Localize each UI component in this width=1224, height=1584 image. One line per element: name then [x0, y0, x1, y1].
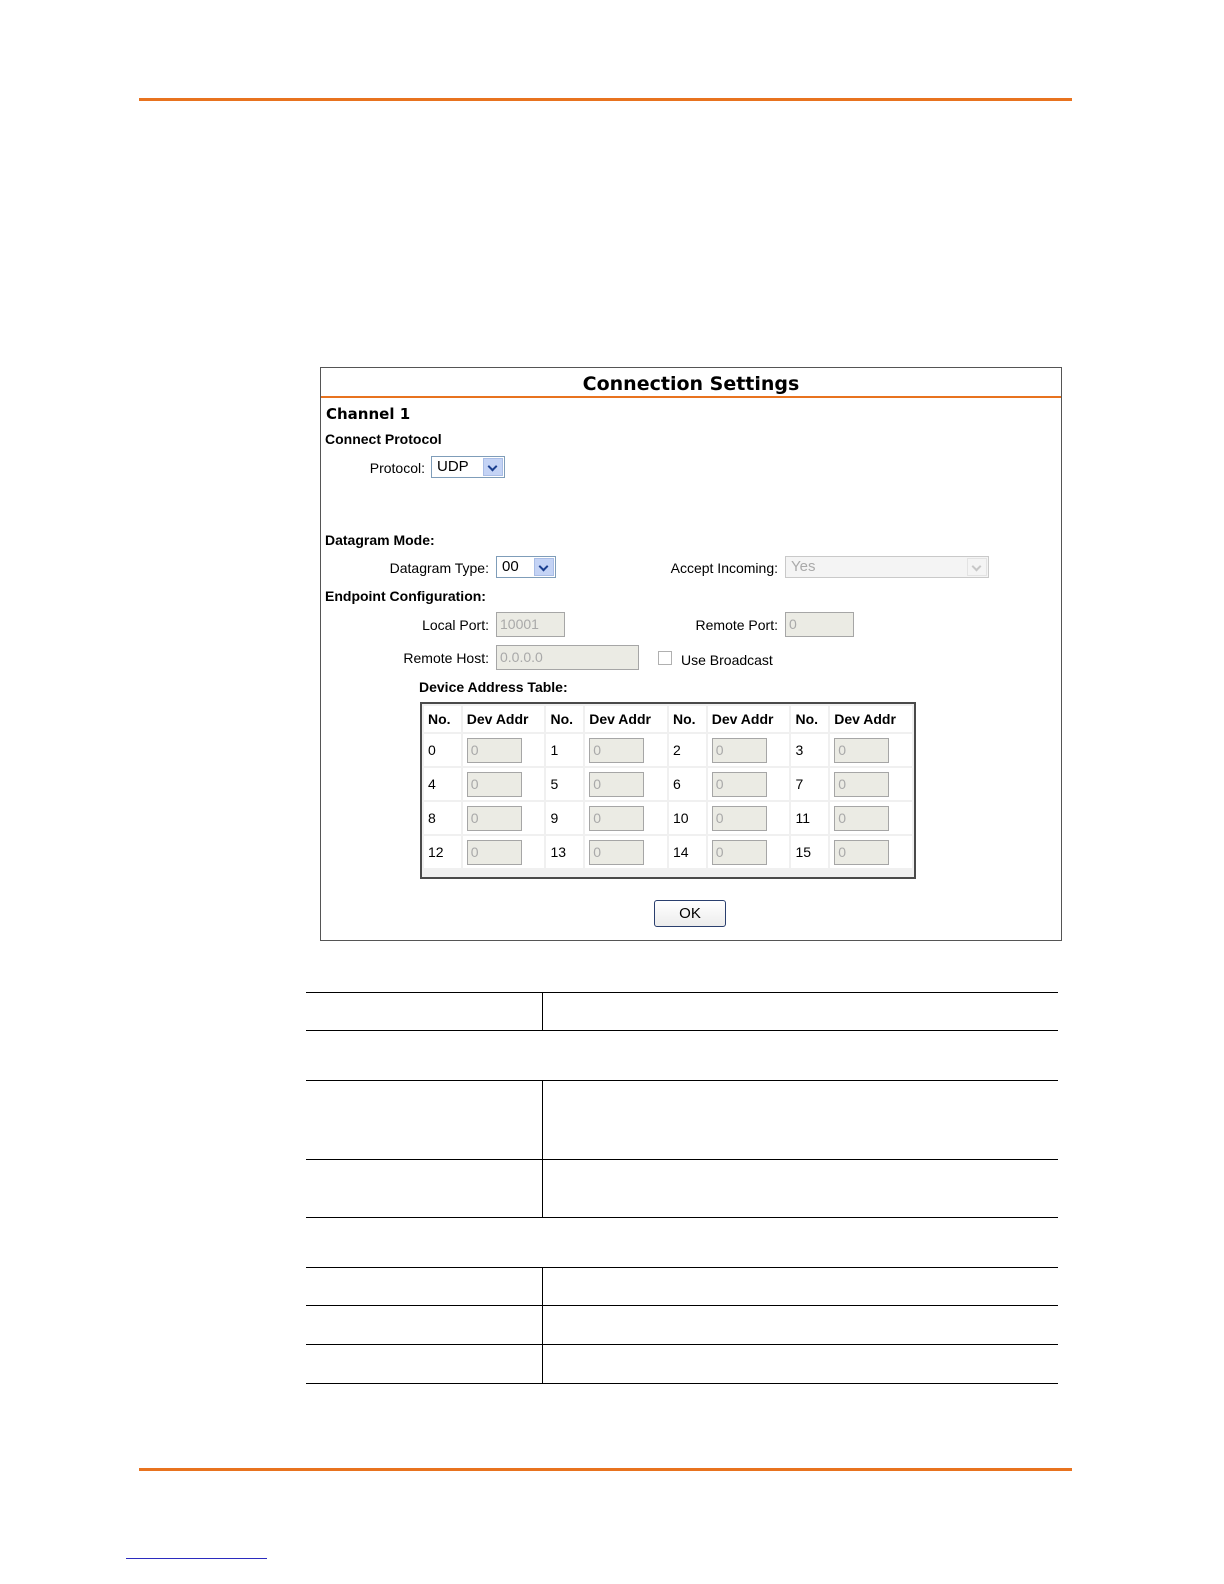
footer-link-underline[interactable] [126, 1558, 267, 1559]
device-number: 5 [546, 768, 583, 800]
datagram-type-select[interactable] [496, 556, 556, 578]
panel-title-rule [321, 396, 1061, 398]
dev-addr-cell [463, 734, 545, 766]
protocol-select[interactable] [431, 456, 505, 478]
device-number: 7 [791, 768, 828, 800]
column-header: Dev Addr [463, 706, 545, 732]
connection-settings-panel [320, 367, 1062, 941]
table-rule [306, 1267, 1058, 1268]
datagram-mode-heading: Datagram Mode: [325, 532, 435, 548]
column-header: No. [791, 706, 828, 732]
device-number: 11 [791, 802, 828, 834]
dev-addr-input[interactable]: 0 [467, 840, 522, 865]
column-header: Dev Addr [585, 706, 667, 732]
table-row [424, 734, 912, 766]
dev-addr-input[interactable]: 0 [589, 806, 644, 831]
panel-title: Connection Settings [582, 373, 800, 395]
device-address-table-heading: Device Address Table: [419, 679, 568, 695]
device-number: 3 [791, 734, 828, 766]
datagram-type-select-value: 00 [502, 558, 519, 575]
dev-addr-input[interactable]: 0 [589, 840, 644, 865]
table-row [424, 836, 912, 868]
device-number: 13 [546, 836, 583, 868]
device-number: 10 [669, 802, 706, 834]
dev-addr-input[interactable]: 0 [712, 738, 767, 763]
device-number: 14 [669, 836, 706, 868]
use-broadcast-label: Use Broadcast [681, 652, 773, 668]
device-number: 1 [546, 734, 583, 766]
dev-addr-cell [585, 768, 667, 800]
dev-addr-cell [463, 836, 545, 868]
device-number: 9 [546, 802, 583, 834]
dev-addr-input[interactable]: 0 [467, 738, 522, 763]
device-number: 12 [424, 836, 461, 868]
device-number: 2 [669, 734, 706, 766]
column-header: Dev Addr [830, 706, 912, 732]
table-divider [542, 1080, 543, 1217]
dev-addr-cell [830, 734, 912, 766]
table-row [424, 768, 912, 800]
dev-addr-input[interactable]: 0 [834, 806, 889, 831]
table-rule [306, 992, 1058, 993]
accept-incoming-select[interactable] [785, 556, 989, 578]
dev-addr-cell [830, 836, 912, 868]
table-rule [306, 1030, 1058, 1031]
table-header-row [424, 706, 912, 732]
dev-addr-cell [830, 768, 912, 800]
device-number: 8 [424, 802, 461, 834]
device-number: 0 [424, 734, 461, 766]
dev-addr-cell [463, 768, 545, 800]
dev-addr-input[interactable]: 0 [712, 772, 767, 797]
chevron-down-icon [534, 558, 554, 576]
table-rule [306, 1305, 1058, 1306]
dev-addr-cell [463, 802, 545, 834]
dev-addr-input[interactable]: 0 [834, 840, 889, 865]
dev-addr-input[interactable]: 0 [712, 840, 767, 865]
footer-rule [139, 1468, 1072, 1471]
remote-host-input[interactable]: 0.0.0.0 [496, 645, 639, 670]
connect-protocol-heading: Connect Protocol [325, 431, 442, 447]
dev-addr-input[interactable]: 0 [712, 806, 767, 831]
device-number: 4 [424, 768, 461, 800]
table-divider [542, 1267, 543, 1383]
dev-addr-cell [708, 802, 790, 834]
channel-heading: Channel 1 [326, 405, 411, 423]
dev-addr-cell [708, 768, 790, 800]
device-address-table [420, 702, 916, 879]
dev-addr-input[interactable]: 0 [834, 738, 889, 763]
column-header: Dev Addr [708, 706, 790, 732]
protocol-select-value: UDP [437, 458, 469, 475]
accept-incoming-label: Accept Incoming: [670, 560, 778, 576]
ok-button[interactable]: OK [654, 900, 726, 927]
table-rule [306, 1344, 1058, 1345]
dev-addr-cell [708, 734, 790, 766]
device-number: 6 [669, 768, 706, 800]
table-rule [306, 1159, 1058, 1160]
column-header: No. [669, 706, 706, 732]
use-broadcast-checkbox[interactable] [658, 651, 672, 665]
protocol-label: Protocol: [369, 460, 425, 476]
device-number: 15 [791, 836, 828, 868]
column-header: No. [546, 706, 583, 732]
remote-host-label: Remote Host: [403, 650, 489, 666]
table-row [424, 802, 912, 834]
table-divider [542, 992, 543, 1030]
dev-addr-input[interactable]: 0 [834, 772, 889, 797]
table-rule [306, 1080, 1058, 1081]
dev-addr-input[interactable]: 0 [467, 806, 522, 831]
dev-addr-input[interactable]: 0 [589, 738, 644, 763]
dev-addr-cell [585, 836, 667, 868]
header-rule [139, 98, 1072, 101]
dev-addr-cell [585, 734, 667, 766]
column-header: No. [424, 706, 461, 732]
table-rule [306, 1383, 1058, 1384]
chevron-down-icon [967, 558, 987, 576]
dev-addr-cell [830, 802, 912, 834]
remote-port-input[interactable]: 0 [785, 612, 854, 637]
dev-addr-input[interactable]: 0 [467, 772, 522, 797]
accept-incoming-select-value: Yes [791, 558, 816, 575]
dev-addr-cell [585, 802, 667, 834]
remote-port-label: Remote Port: [695, 617, 778, 633]
table-rule [306, 1217, 1058, 1218]
endpoint-configuration-heading: Endpoint Configuration: [325, 588, 486, 604]
datagram-type-label: Datagram Type: [389, 560, 489, 576]
local-port-input[interactable]: 10001 [496, 612, 565, 637]
dev-addr-cell [708, 836, 790, 868]
local-port-label: Local Port: [422, 617, 489, 633]
chevron-down-icon [483, 458, 503, 476]
dev-addr-input[interactable]: 0 [589, 772, 644, 797]
